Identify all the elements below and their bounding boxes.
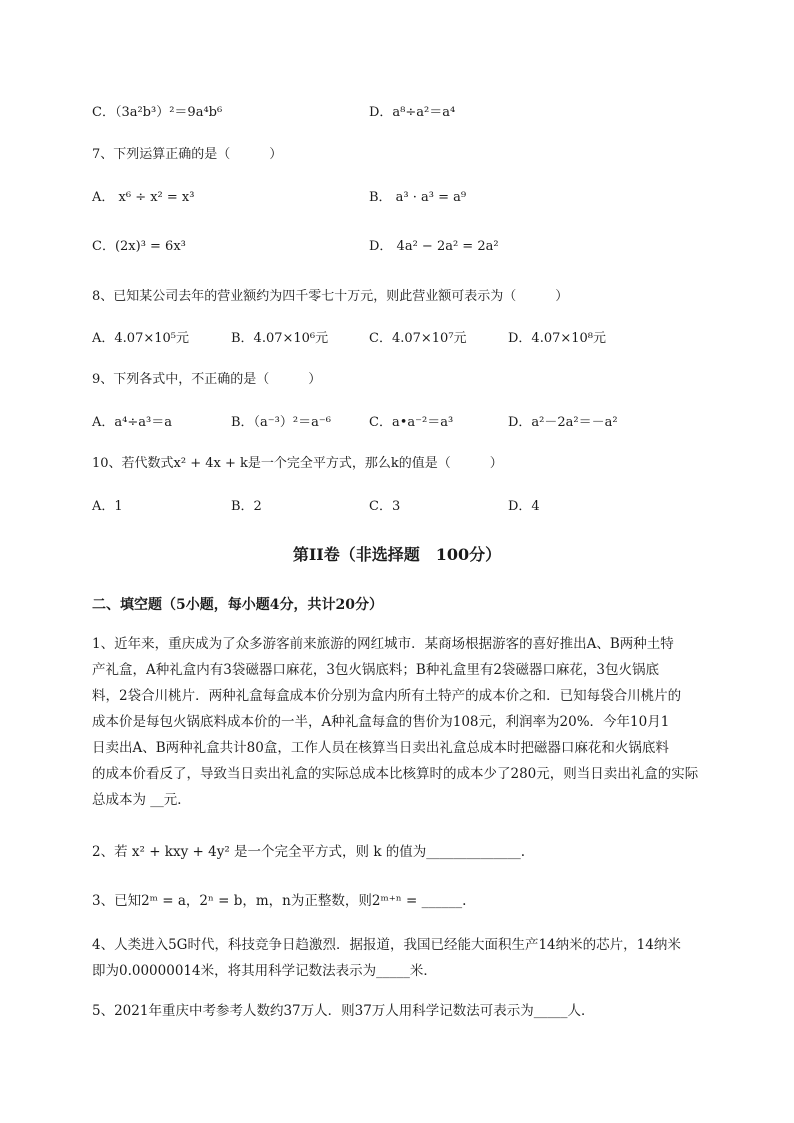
q8-option-c: C．4.07×10⁷元 [369,331,467,346]
fill-q1-line7: 总成本为 __元． [92,792,191,808]
q8-stem: 8、已知某公司去年的营业额约为四千零七十万元，则此营业额可表示为（ ） [92,289,569,304]
q9-option-d: D．a²－2a²＝－a² [508,415,618,430]
q10-option-d: D．4 [508,499,540,514]
fill-q3: 3、已知2ᵐ = a，2ⁿ = b，m，n为正整数，则2ᵐ⁺ⁿ = ______. [92,893,467,909]
q7-option-c: C．(2x)³ = 6x³ [92,239,186,254]
fill-q4 [92,932,704,984]
q10-option-b: B．2 [231,499,262,514]
fill-q4-line1: 4、人类进入5G时代，科技竞争日趋激烈．据报道，我国已经能大面积生产14纳米的芯片，14纳米 [92,937,681,953]
q7-option-d: D． 4a² − 2a² = 2a² [369,239,499,254]
fill-q4-line2: 即为0.00000014米，将其用科学记数法表示为_____米． [92,963,437,979]
fill-q1-line2: 产礼盒，A种礼盒内有3袋磁器口麻花，3包火锅底料；B种礼盒里有2袋磁器口麻花，3包火锅底 [92,662,660,678]
fill-q1-line1: 1、近年来，重庆成为了众多游客前来旅游的网红城市．某商场根据游客的喜好推出A、B两种土特 [92,636,674,652]
q9-stem: 9、下列各式中，不正确的是（ ） [92,372,322,387]
q6-option-d: D．a⁸÷a²＝a⁴ [369,105,456,120]
fill-q1-line5: 日卖出A、B两种礼盒共计80盒，工作人员在核算当日卖出礼盒总成本时把磁器口麻花和火锅底料 [92,740,669,756]
fill-q1 [92,631,704,813]
q10-stem: 10、若代数式x² + 4x + k是一个完全平方式，那么k的值是（ ） [92,456,503,471]
q8-option-b: B．4.07×10⁶元 [231,331,329,346]
section2-heading: 二、填空题（5小题，每小题4分，共计20分） [92,597,383,613]
fill-q1-line3: 料，2袋合川桃片．两种礼盒每盒成本价分别为盒内所有土特产的成本价之和．已知每袋合川桃片的 [92,688,682,704]
part2-title: 第II卷（非选择题 100分） [292,545,502,564]
q9-option-c: C．a•a⁻²＝a³ [369,415,454,430]
q10-option-c: C．3 [369,499,401,514]
q9-option-b: B．（a⁻³）²＝a⁻⁶ [231,415,331,430]
fill-q1-line4: 成本价是每包火锅底料成本价的一半，A种礼盒每盒的售价为108元，利润率为20%．今年10月1 [92,714,670,730]
q7-stem: 7、下列运算正确的是（ ） [92,147,283,162]
q7-option-b: B． a³ · a³ = a⁹ [369,190,467,205]
q10-option-a: A．1 [92,499,123,514]
fill-q2: 2、若 x² + kxy + 4y² 是一个完全平方式，则 k 的值为______________. [92,844,526,860]
q8-option-d: D．4.07×10⁸元 [508,331,607,346]
q6-option-c: C．（3a²b³）²＝9a⁴b⁶ [92,105,223,120]
fill-q5: 5、2021年重庆中考参考人数约37万人．则37万人用科学记数法可表示为_____人． [92,1003,595,1019]
fill-q1-line6: 的成本价看反了，导致当日卖出礼盒的实际总成本比核算时的成本少了280元，则当日卖出礼盒的实际 [92,766,699,782]
q7-option-a: A． x⁶ ÷ x² = x³ [92,190,195,205]
q8-option-a: A．4.07×10⁵元 [92,331,189,346]
q9-option-a: A．a⁴÷a³＝a [92,415,172,430]
